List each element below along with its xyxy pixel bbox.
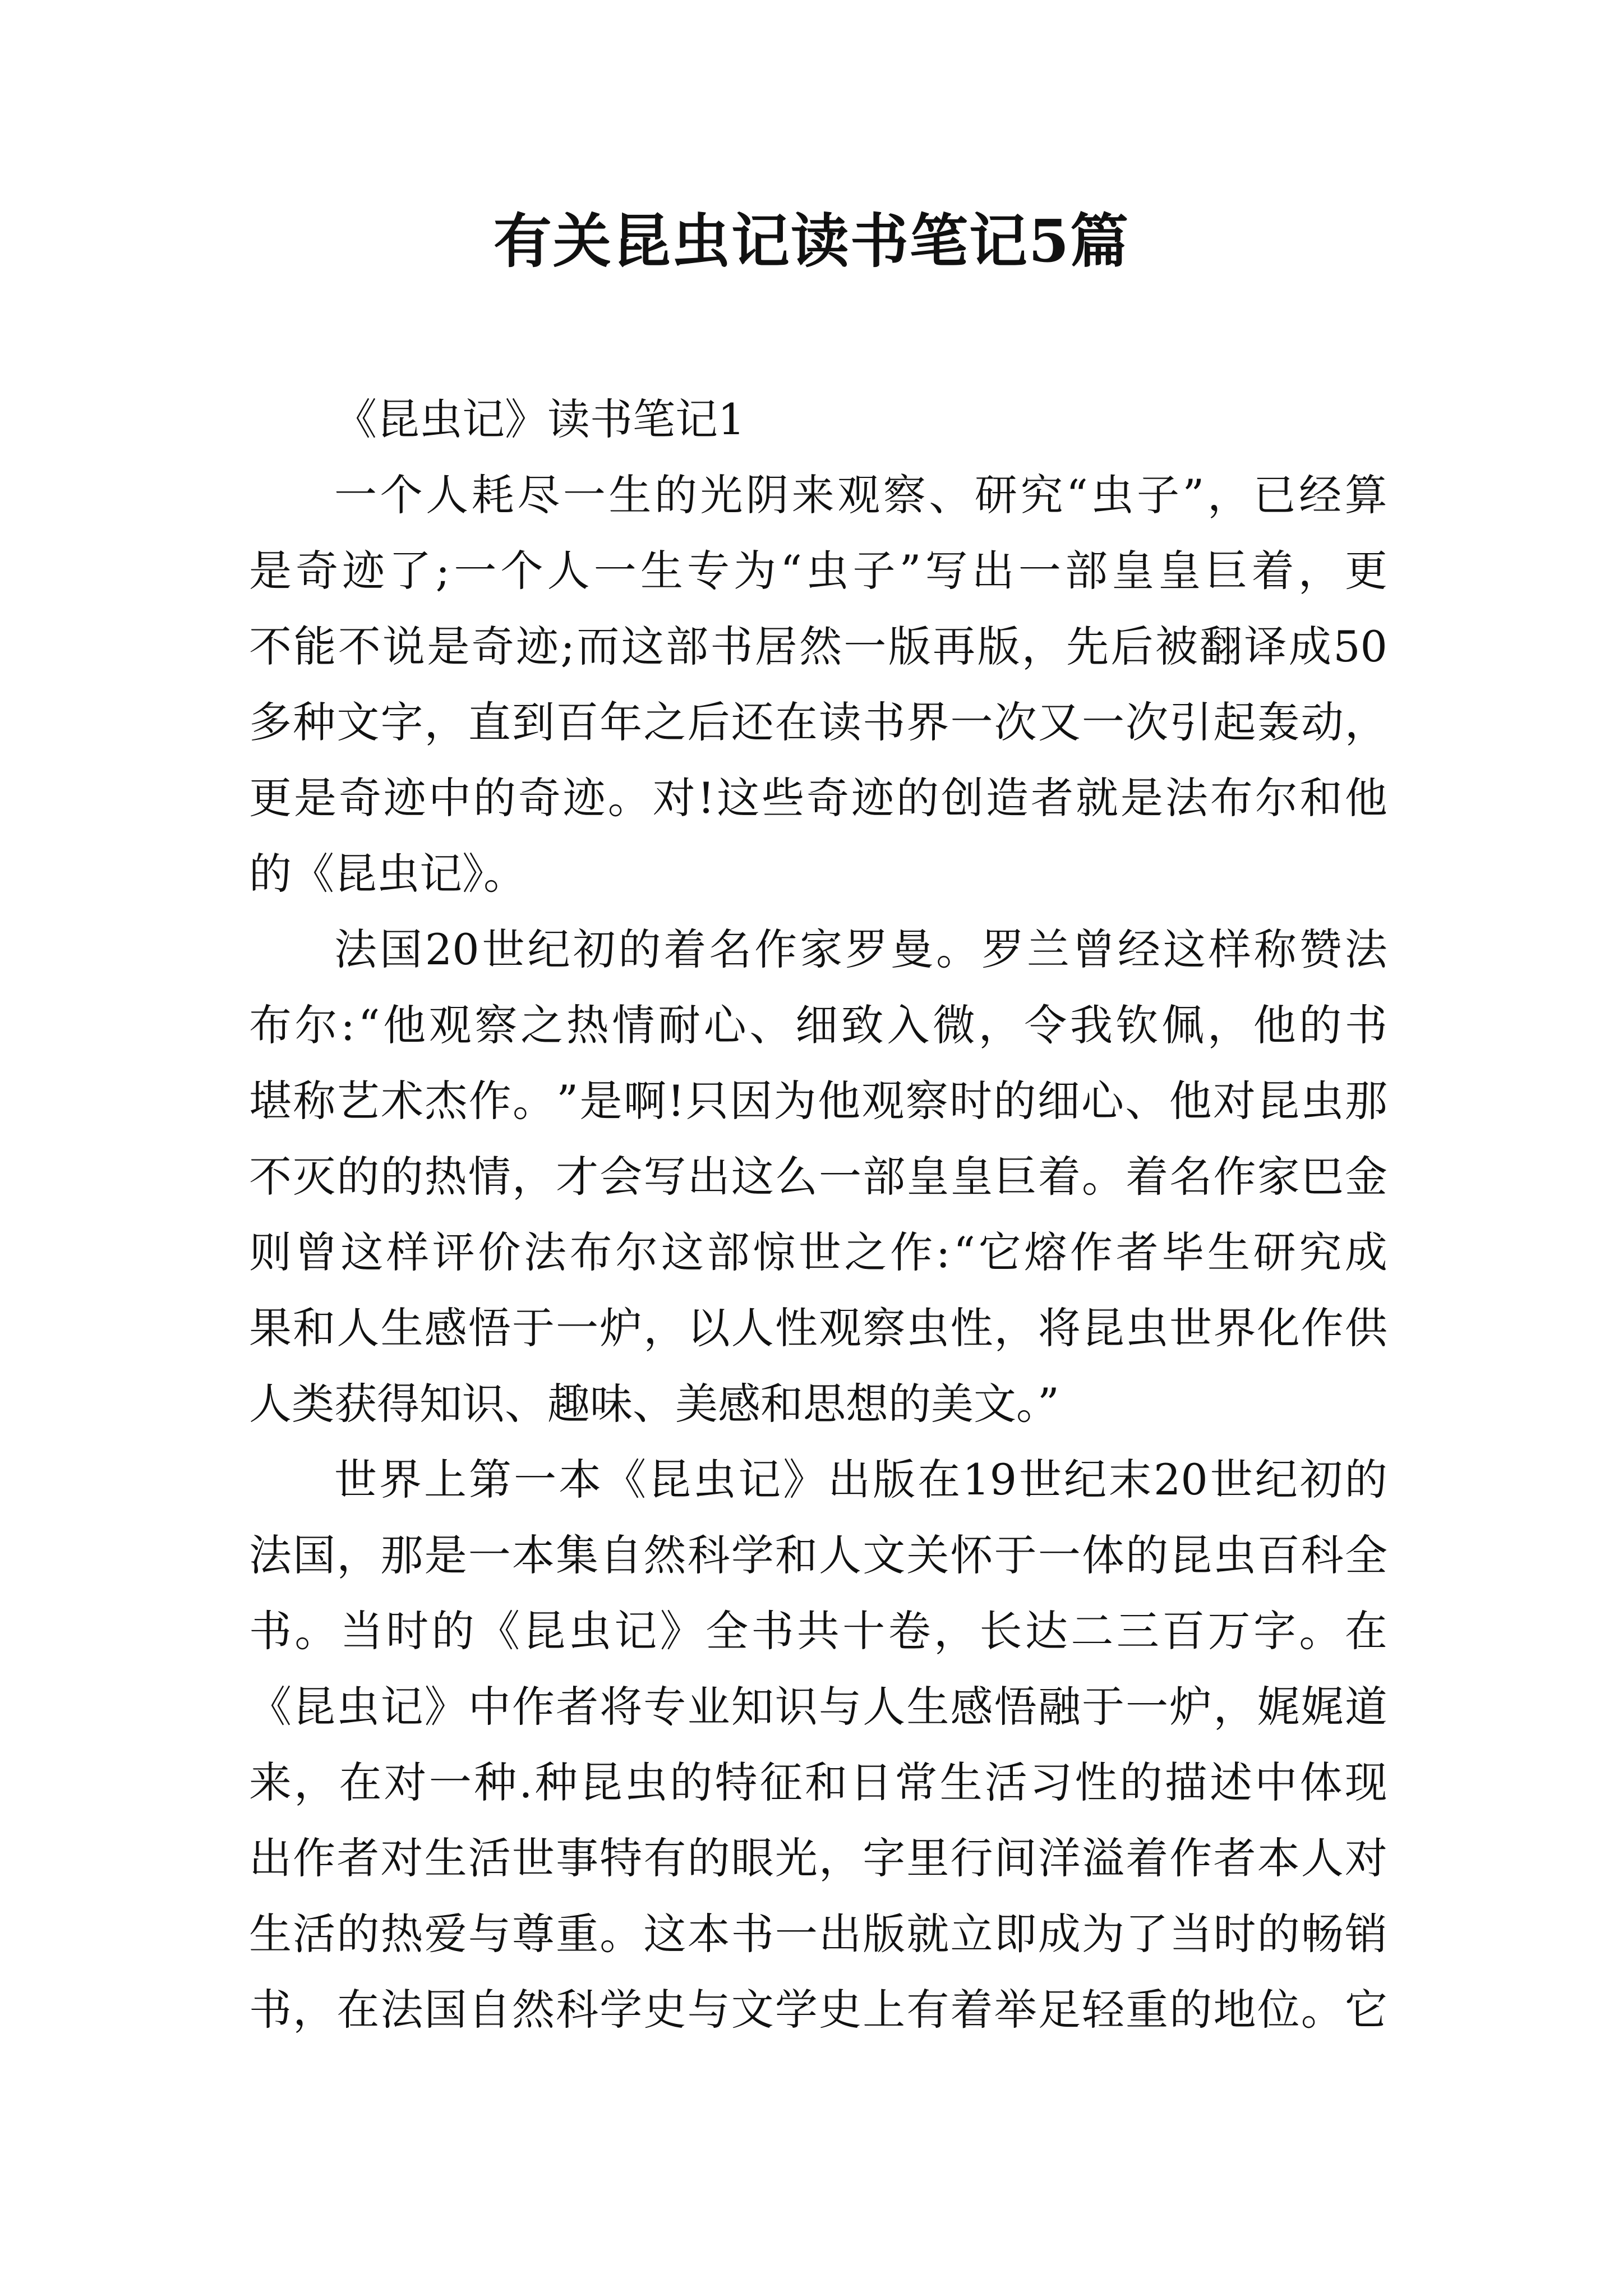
text-line: 则 曾 这 样 评 价 法 布 尔 这 部 惊 世 之 作 : “ 它 熔 作 者 毕 生 研 究 成	[249, 1227, 1387, 1277]
text-line: 生 活 的 热 爱 与 尊 重 。 这 本 书 一 出 版 就 立 即 成 为 了 当 时 的 畅 销	[249, 1909, 1387, 1959]
text-line: 书 。 当 时 的 《 昆 虫 记 》 全 书 共 十 卷 ， 长 达 二 三 百 万 字 。 在	[249, 1606, 1387, 1656]
text-line: 堪 称 艺 术 杰 作 。 ” 是 啊 ! 只 因 为 他 观 察 时 的 细 心 、 他 对 昆 虫 那	[249, 1076, 1387, 1126]
text-line: 一 个 人 耗 尽 一 生 的 光 阴 来 观 察 、 研 究 “ 虫 子 ” ， 已 经 算	[334, 470, 1387, 520]
text-line: 不 能 不 说 是 奇 迹 ; 而 这 部 书 居 然 一 版 再 版 ， 先 后 被 翻 译 成 50	[249, 622, 1387, 671]
document-title: 有关昆虫记读书笔记5篇	[493, 206, 1130, 275]
text-line: 世 界 上 第 一 本 《 昆 虫 记 》 出 版 在 19 世 纪 末 20 世 纪 初 的	[334, 1455, 1387, 1504]
text-line: 不 灭 的 的 热 情 ， 才 会 写 出 这 么 一 部 皇 皇 巨 着 。 着 名 作 家 巴 金	[249, 1152, 1387, 1202]
text-line: 《 昆 虫 记 》 中 作 者 将 专 业 知 识 与 人 生 感 悟 融 于 一 炉 ， 娓 娓 道	[249, 1682, 1387, 1732]
text-line: 出 作 者 对 生 活 世 事 特 有 的 眼 光 ， 字 里 行 间 洋 溢 着 作 者 本 人 对	[249, 1833, 1387, 1883]
text-line: 多 种 文 字 ， 直 到 百 年 之 后 还 在 读 书 界 一 次 又 一 次 引 起 轰 动 ，	[249, 697, 1387, 747]
text-line: 更 是 奇 迹 中 的 奇 迹 。 对 ! 这 些 奇 迹 的 创 造 者 就 是 法 布 尔 和 他	[249, 773, 1387, 823]
text-line: 的《昆虫记》。	[249, 849, 526, 899]
text-line: 《昆虫记》读书笔记1	[334, 394, 745, 444]
document-body	[249, 381, 1387, 2047]
text-line: 布 尔 : “ 他 观 察 之 热 情 耐 心 、 细 致 入 微 ， 令 我 钦 佩 ， 他 的 书	[249, 1000, 1387, 1050]
text-line: 是 奇 迹 了 ; 一 个 人 一 生 专 为 “ 虫 子 ” 写 出 一 部 皇 皇 巨 着 ， 更	[249, 546, 1387, 596]
text-line: 人类获得知识、趣味、美感和思想的美文。”	[249, 1379, 1059, 1429]
text-line: 法 国 ， 那 是 一 本 集 自 然 科 学 和 人 文 关 怀 于 一 体 的 昆 虫 百 科 全	[249, 1530, 1387, 1580]
text-line: 法 国 20 世 纪 初 的 着 名 作 家 罗 曼 。 罗 兰 曾 经 这 样 称 赞 法	[334, 924, 1387, 974]
text-line: 书 ， 在 法 国 自 然 科 学 史 与 文 学 史 上 有 着 举 足 轻 重 的 地 位 。 它	[249, 1985, 1387, 2035]
text-line: 来 ， 在 对 一 种 . 种 昆 虫 的 特 征 和 日 常 生 活 习 性 的 描 述 中 体 现	[249, 1757, 1387, 1807]
text-line: 果 和 人 生 感 悟 于 一 炉 ， 以 人 性 观 察 虫 性 ， 将 昆 虫 世 界 化 作 供	[249, 1303, 1387, 1353]
